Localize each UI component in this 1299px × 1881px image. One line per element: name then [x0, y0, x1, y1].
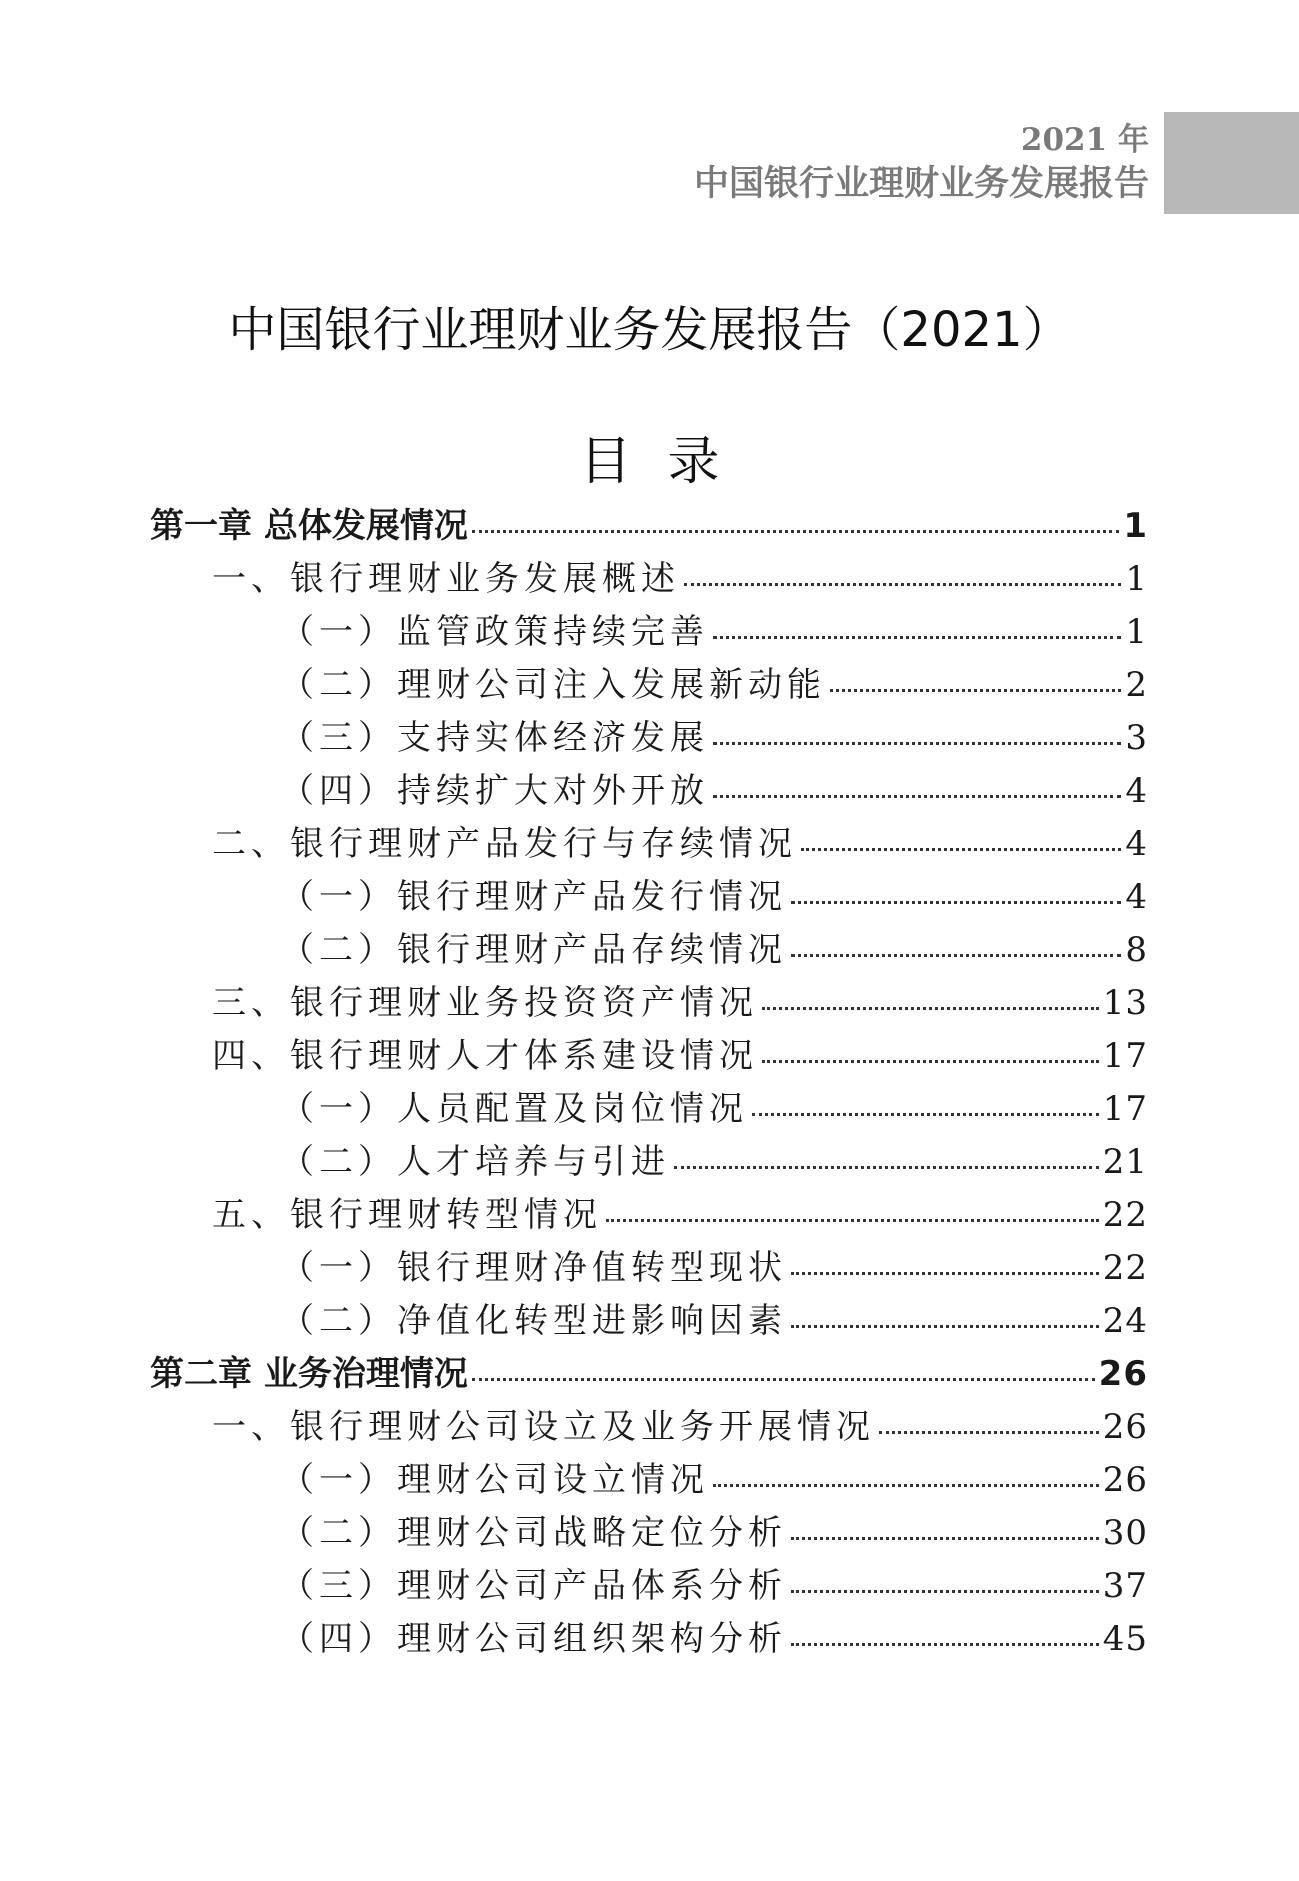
toc-entry-label: 三、银行理财业务投资资产情况 [212, 983, 758, 1023]
dot-leader [762, 1060, 1099, 1063]
toc-entry-label: （二）净值化转型进影响因素 [280, 1301, 787, 1341]
toc-entry-page: 1 [1125, 559, 1148, 599]
toc-entry-page: 21 [1102, 1142, 1148, 1182]
document-title: 中国银行业理财业务发展报告（2021） [228, 302, 1071, 358]
dot-leader [801, 848, 1121, 851]
toc-entry[interactable] [150, 818, 1148, 871]
toc-entry-label: （二）银行理财产品存续情况 [280, 930, 787, 970]
toc-entry[interactable] [150, 924, 1148, 977]
dot-leader [752, 1113, 1099, 1116]
toc-entry-label: 第一章 总体发展情况 [150, 506, 468, 546]
toc-entry-label: 二、银行理财产品发行与存续情况 [212, 824, 797, 864]
toc-entry-page: 22 [1102, 1248, 1148, 1288]
toc-entry-page: 30 [1102, 1513, 1148, 1553]
toc-entry[interactable] [150, 1401, 1148, 1454]
toc-entry-label: （三）理财公司产品体系分析 [280, 1566, 787, 1606]
toc-entry[interactable] [150, 1136, 1148, 1189]
toc-heading: 目录 [579, 432, 756, 492]
dot-leader [713, 1484, 1099, 1487]
toc-entry-label: （二）理财公司战略定位分析 [280, 1513, 787, 1553]
dot-leader [791, 954, 1121, 957]
dot-leader [791, 1272, 1099, 1275]
toc-entry-page: 4 [1125, 877, 1148, 917]
toc-entry-label: （二）理财公司注入发展新动能 [280, 665, 826, 705]
toc-entry[interactable] [150, 1189, 1148, 1242]
toc-entry-page: 1 [1125, 612, 1148, 652]
toc-entry-page: 4 [1125, 824, 1148, 864]
toc-entry[interactable] [150, 553, 1148, 606]
toc-entry-page: 24 [1102, 1301, 1148, 1341]
toc-entry[interactable] [150, 500, 1148, 553]
toc-entry-label: （二）人才培养与引进 [280, 1142, 670, 1182]
toc-entry-page: 26 [1102, 1407, 1148, 1447]
toc-entry-page: 4 [1125, 771, 1148, 811]
toc-entry[interactable] [150, 1295, 1148, 1348]
toc-entry[interactable] [150, 712, 1148, 765]
toc-entry-label: （一）人员配置及岗位情况 [280, 1089, 748, 1129]
dot-leader [791, 901, 1121, 904]
toc-entry-label: （一）监管政策持续完善 [280, 612, 709, 652]
toc-entry[interactable] [150, 1242, 1148, 1295]
toc-entry-page: 26 [1102, 1460, 1148, 1500]
toc-entry-page: 22 [1102, 1195, 1148, 1235]
toc-entry-label: 一、银行理财公司设立及业务开展情况 [212, 1407, 875, 1447]
toc-entry[interactable] [150, 765, 1148, 818]
toc-entry-label: 第二章 业务治理情况 [150, 1354, 468, 1394]
dot-leader [606, 1219, 1099, 1222]
dot-leader [791, 1643, 1099, 1646]
toc-entry-label: （三）支持实体经济发展 [280, 718, 709, 758]
toc-entry-page: 13 [1102, 983, 1148, 1023]
dot-leader [791, 1325, 1099, 1328]
toc-entry[interactable] [150, 1454, 1148, 1507]
toc-entry[interactable] [150, 1560, 1148, 1613]
toc-entry-label: （一）银行理财产品发行情况 [280, 877, 787, 917]
toc-entry-label: （一）理财公司设立情况 [280, 1460, 709, 1500]
toc-entry-label: （四）理财公司组织架构分析 [280, 1619, 787, 1659]
dot-leader [762, 1007, 1099, 1010]
toc-entry-page: 2 [1125, 665, 1148, 705]
toc-entry-page: 17 [1102, 1036, 1148, 1076]
toc-entry[interactable] [150, 977, 1148, 1030]
toc-entry-page: 17 [1102, 1089, 1148, 1129]
dot-leader [713, 742, 1121, 745]
toc-entry-page: 45 [1102, 1619, 1148, 1659]
header-year: 2021 年 [1020, 122, 1149, 158]
toc-entry-label: 四、银行理财人才体系建设情况 [212, 1036, 758, 1076]
toc-entry-page: 37 [1102, 1566, 1148, 1606]
toc-entry[interactable] [150, 871, 1148, 924]
dot-leader [791, 1590, 1099, 1593]
toc-entry-page: 3 [1125, 718, 1148, 758]
dot-leader [674, 1166, 1099, 1169]
dot-leader [684, 583, 1121, 586]
dot-leader [713, 795, 1121, 798]
table-of-contents [150, 500, 1148, 1666]
dot-leader [879, 1431, 1099, 1434]
page-edge-tab [1164, 112, 1299, 214]
toc-entry[interactable] [150, 1348, 1148, 1401]
dot-leader [830, 689, 1121, 692]
toc-entry[interactable] [150, 606, 1148, 659]
toc-entry[interactable] [150, 1507, 1148, 1560]
toc-entry-page: 1 [1123, 506, 1148, 546]
toc-entry[interactable] [150, 659, 1148, 712]
toc-entry[interactable] [150, 1083, 1148, 1136]
dot-leader [472, 1378, 1095, 1381]
toc-entry-label: 五、银行理财转型情况 [212, 1195, 602, 1235]
dot-leader [472, 530, 1119, 533]
toc-entry[interactable] [150, 1030, 1148, 1083]
toc-entry-label: （四）持续扩大对外开放 [280, 771, 709, 811]
toc-entry-page: 26 [1098, 1354, 1148, 1394]
toc-entry-page: 8 [1125, 930, 1148, 970]
toc-entry[interactable] [150, 1613, 1148, 1666]
toc-entry-label: 一、银行理财业务发展概述 [212, 559, 680, 599]
toc-entry-label: （一）银行理财净值转型现状 [280, 1248, 787, 1288]
running-header [694, 120, 1149, 208]
dot-leader [713, 636, 1121, 639]
dot-leader [791, 1537, 1099, 1540]
header-report-name: 中国银行业理财业务发展报告 [693, 163, 1149, 204]
